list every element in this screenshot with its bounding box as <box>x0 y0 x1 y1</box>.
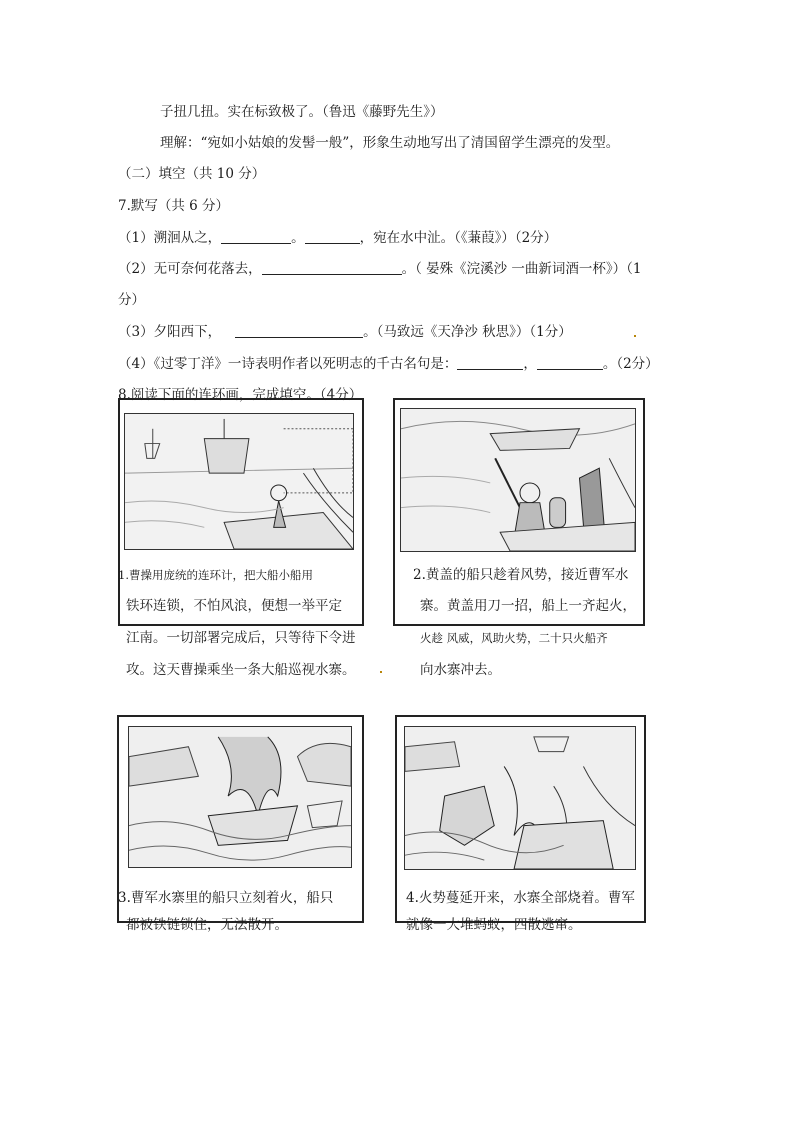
q7-item-3 <box>118 322 572 342</box>
answer-blank[interactable] <box>305 229 360 244</box>
answer-blank[interactable] <box>221 229 291 244</box>
panel-3-caption-line-2: 都被铁链锁住，无法散开。 <box>126 917 288 933</box>
quote-line: 子扭几扭。实在标致极了。（鲁迅《藤野先生》） <box>160 104 444 120</box>
panel-4-caption-line-2: 就像一大堆蚂蚁，四散逃窜。 <box>406 917 582 933</box>
panel-4-caption-line-1: 4.火势蔓延开来，水寨全部烧着。曹军 <box>406 890 635 906</box>
q7-item-2-text-b: 。（ 晏殊《浣溪沙 一曲新词酒一杯》）（1 <box>401 261 642 277</box>
panel-3-illustration <box>128 726 352 868</box>
q7-item-1-text-c: ，宛在水中沚。（《蒹葭》）（2分） <box>359 230 558 246</box>
q7-item-3-text-a: （3）夕阳西下， <box>118 324 222 340</box>
panel-1-caption-line-4: 攻。这天曹操乘坐一条大船巡视水寨。 <box>126 662 356 678</box>
q7-item-2-text-a: （2）无可奈何花落去， <box>118 261 262 277</box>
panel-1-caption-line-2: 铁环连锁，不怕风浪，便想一举平定 <box>126 598 342 614</box>
panel-2-caption-line-2: 寨。黄盖用刀一招，船上一齐起火， <box>420 598 636 614</box>
panel-1-caption-line-1: 1.曹操用庞统的连环计，把大船小船用 <box>118 568 313 582</box>
stray-dot <box>634 335 636 337</box>
q7-item-3-text-b: 。（马致远《天净沙 秋思》）（1分） <box>363 324 572 340</box>
answer-blank[interactable] <box>457 355 523 370</box>
panel-1-illustration <box>124 413 354 550</box>
q7-title: 7.默写（共 6 分） <box>118 198 230 214</box>
q7-item-2 <box>118 259 642 279</box>
q7-item-4-text-a: （4）《过零丁洋》一诗表明作者以死明志的千古名句是： <box>118 356 458 372</box>
q7-item-4-text-c: 。（2分） <box>602 356 659 372</box>
q7-item-2-continued: 分） <box>118 292 145 308</box>
panel-2-caption-line-3: 火趁 风威，风助火势，二十只火船齐 <box>420 631 608 645</box>
q7-item-4 <box>118 354 659 374</box>
stray-dot <box>380 671 382 673</box>
panel-4-illustration <box>404 726 636 870</box>
panel-2-illustration <box>400 408 636 552</box>
answer-blank[interactable] <box>537 355 603 370</box>
q7-item-1 <box>118 228 557 248</box>
q7-item-1-text-a: （1）溯洄从之， <box>118 230 222 246</box>
panel-2-caption-line-1: 2.黄盖的船只趁着风势，接近曹军水 <box>413 567 629 583</box>
q7-item-1-text-b: 。 <box>291 230 305 246</box>
answer-blank[interactable] <box>235 323 363 338</box>
q7-item-4-text-b: ， <box>523 356 537 372</box>
panel-2-caption-line-4: 向水寨冲去。 <box>420 662 501 678</box>
q8-title: 8.阅读下面的连环画，完成填空。（4分） <box>118 387 363 403</box>
section-title: （二）填空（共 10 分） <box>118 166 266 182</box>
understanding-line: 理解：“宛如小姑娘的发髻一般”，形象生动地写出了清国留学生漂亮的发型。 <box>160 135 620 151</box>
answer-blank[interactable] <box>262 260 402 275</box>
panel-1-caption-line-3: 江南。一切部署完成后，只等待下令进 <box>126 630 356 646</box>
panel-3-caption-line-1: 3.曹军水寨里的船只立刻着火，船只 <box>118 890 334 906</box>
